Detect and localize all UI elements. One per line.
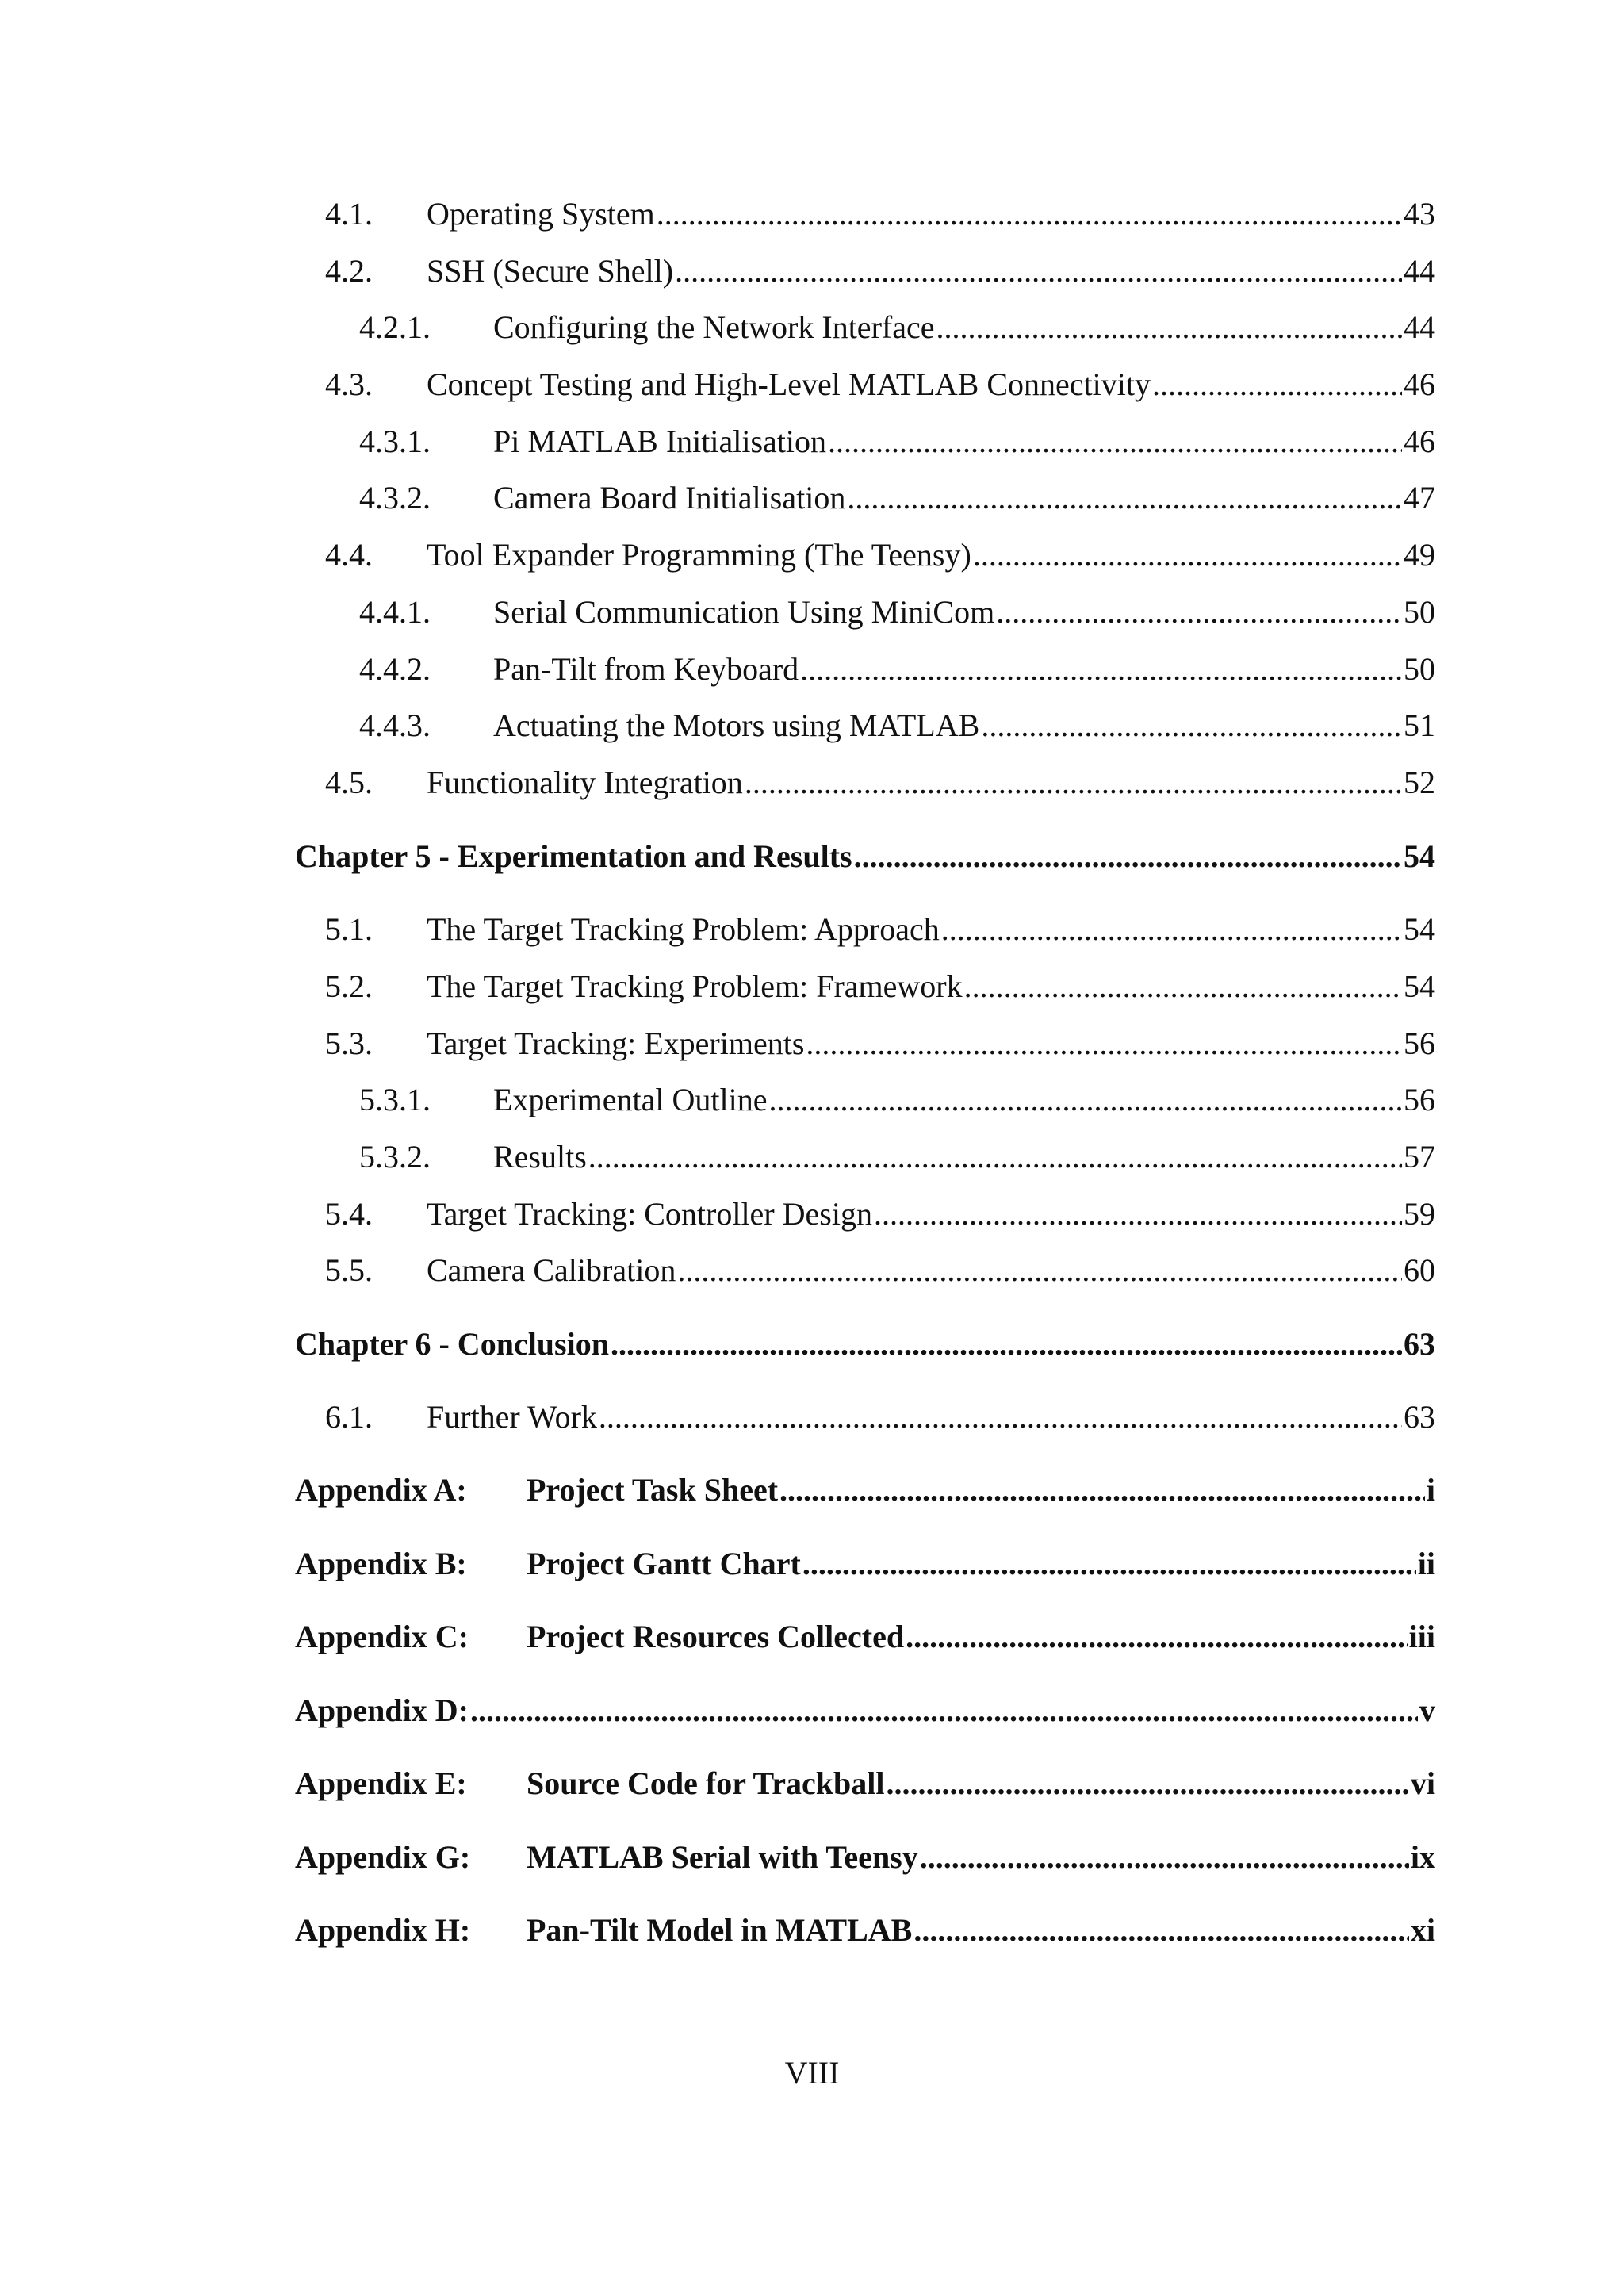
page-number-footer: VIII	[784, 2055, 840, 2091]
toc-entry-number: 6.1.	[325, 1399, 373, 1435]
toc-page-number: 46	[1404, 366, 1435, 402]
toc-dot-leader	[599, 1398, 1402, 1436]
toc-entry-title: The Target Tracking Problem: Approach	[427, 911, 940, 947]
toc-entry-4-4[interactable]	[325, 536, 1435, 574]
toc-page-number: 54	[1404, 968, 1435, 1004]
toc-appendix-label: Appendix B:	[295, 1546, 467, 1581]
toc-entry-number: 5.4.	[325, 1196, 373, 1232]
toc-appendix-label: Appendix H:	[295, 1912, 471, 1948]
toc-appendix-label: Appendix G:	[295, 1839, 471, 1875]
toc-page-number: 47	[1404, 480, 1435, 516]
toc-dot-leader	[973, 536, 1402, 574]
toc-page-number: 59	[1404, 1196, 1435, 1232]
toc-page-number: ii	[1417, 1546, 1435, 1581]
toc-entry-number: 4.3.2.	[359, 480, 431, 516]
toc-dot-leader	[936, 309, 1402, 347]
toc-entry-title: Camera Calibration	[427, 1252, 676, 1288]
toc-entry-number: 4.2.1.	[359, 309, 431, 345]
toc-page-number: 44	[1404, 253, 1435, 289]
toc-appendix-a[interactable]	[295, 1471, 1435, 1509]
toc-entry-title: Chapter 6 - Conclusion	[295, 1326, 609, 1362]
toc-entry-number: 4.3.	[325, 366, 373, 402]
toc-entry-5-3[interactable]	[325, 1025, 1435, 1063]
toc-entry-4-2[interactable]	[325, 252, 1435, 290]
toc-entry-title: Pi MATLAB Initialisation	[493, 424, 826, 459]
toc-appendix-b[interactable]	[295, 1545, 1435, 1583]
toc-dot-leader	[470, 1692, 1418, 1730]
toc-dot-leader	[611, 1325, 1402, 1363]
toc-entry-number: 5.3.	[325, 1025, 373, 1061]
toc-entry-6-1[interactable]	[325, 1398, 1435, 1436]
toc-page-number: i	[1426, 1472, 1435, 1508]
toc-page-number: v	[1419, 1692, 1435, 1728]
toc-entry-number: 4.1.	[325, 196, 373, 232]
toc-entry-4-3-2[interactable]	[359, 479, 1435, 517]
toc-dot-leader	[854, 838, 1402, 876]
toc-entry-title: Operating System	[427, 196, 655, 232]
toc-dot-leader	[847, 479, 1402, 517]
toc-entry-title: Configuring the Network Interface	[493, 309, 935, 345]
toc-entry-title: Chapter 5 - Experimentation and Results	[295, 838, 852, 874]
toc-entry-4-3-1[interactable]	[359, 423, 1435, 461]
toc-page-number: 63	[1404, 1326, 1435, 1362]
toc-entry-4-4-2[interactable]	[359, 650, 1435, 688]
toc-entry-number: 5.1.	[325, 911, 373, 947]
toc-page-number: 46	[1404, 424, 1435, 459]
toc-dot-leader	[677, 1251, 1402, 1290]
toc-page-number: 49	[1404, 537, 1435, 573]
toc-entry-number: 5.2.	[325, 968, 373, 1004]
toc-page-number: 51	[1404, 707, 1435, 743]
toc-dot-leader	[964, 968, 1402, 1006]
toc-dot-leader	[996, 593, 1402, 631]
toc-entry-number: 4.4.2.	[359, 651, 431, 687]
toc-chapter-5[interactable]	[295, 838, 1435, 876]
toc-page-number: 56	[1404, 1025, 1435, 1061]
toc-entry-title: Project Resources Collected	[527, 1619, 905, 1654]
toc-entry-title: Target Tracking: Controller Design	[427, 1196, 872, 1232]
toc-page-number: 57	[1404, 1139, 1435, 1175]
toc-page-number: 56	[1404, 1082, 1435, 1117]
toc-page-number: ix	[1410, 1839, 1435, 1875]
toc-page-number: xi	[1410, 1912, 1435, 1948]
toc-entry-4-3[interactable]	[325, 366, 1435, 404]
toc-entry-4-4-1[interactable]	[359, 593, 1435, 631]
toc-appendix-label: Appendix E:	[295, 1765, 467, 1801]
toc-entry-title: Functionality Integration	[427, 765, 743, 800]
toc-entry-title: Source Code for Trackball	[527, 1765, 885, 1801]
toc-dot-leader	[920, 1838, 1409, 1876]
toc-dot-leader	[914, 1911, 1409, 1949]
toc-entry-5-4[interactable]	[325, 1195, 1435, 1233]
toc-appendix-label: Appendix C:	[295, 1619, 469, 1654]
toc-appendix-e[interactable]	[295, 1765, 1435, 1803]
toc-page-number: 54	[1404, 911, 1435, 947]
toc-entry-number: 4.2.	[325, 253, 373, 289]
toc-dot-leader	[779, 1471, 1425, 1509]
toc-entry-number: 4.4.	[325, 537, 373, 573]
toc-entry-4-4-3[interactable]	[359, 707, 1435, 745]
toc-entry-5-3-2[interactable]	[359, 1138, 1435, 1176]
toc-dot-leader	[745, 764, 1402, 802]
toc-chapter-6[interactable]	[295, 1325, 1435, 1363]
toc-dot-leader	[886, 1765, 1408, 1803]
toc-entry-5-1[interactable]	[325, 910, 1435, 949]
toc-dot-leader	[941, 910, 1402, 949]
toc-entry-number: 5.3.2.	[359, 1139, 431, 1175]
toc-entry-title: MATLAB Serial with Teensy	[527, 1839, 918, 1875]
toc-dot-leader	[675, 252, 1402, 290]
toc-entry-title: Experimental Outline	[493, 1082, 768, 1117]
toc-dot-leader	[768, 1081, 1402, 1119]
toc-entry-4-1[interactable]	[325, 195, 1435, 233]
toc-appendix-g[interactable]	[295, 1838, 1435, 1876]
toc-page-number: 52	[1404, 765, 1435, 800]
toc-appendix-h[interactable]	[295, 1911, 1435, 1949]
toc-entry-number: 4.5.	[325, 765, 373, 800]
toc-page-number: 44	[1404, 309, 1435, 345]
toc-appendix-d[interactable]	[295, 1692, 1435, 1730]
toc-entry-number: 4.4.3.	[359, 707, 431, 743]
toc-entry-title: Target Tracking: Experiments	[427, 1025, 805, 1061]
toc-entry-title: Project Task Sheet	[527, 1472, 779, 1508]
toc-page-number: 50	[1404, 594, 1435, 630]
toc-entry-number: 5.3.1.	[359, 1082, 431, 1117]
toc-entry-title: The Target Tracking Problem: Framework	[427, 968, 963, 1004]
toc-page-number: 60	[1404, 1252, 1435, 1288]
toc-dot-leader	[802, 1545, 1416, 1583]
toc-entry-title: Concept Testing and High-Level MATLAB Connectivity	[427, 366, 1151, 402]
toc-dot-leader	[806, 1025, 1402, 1063]
toc-entry-5-5[interactable]	[325, 1251, 1435, 1290]
toc-entry-4-5[interactable]	[325, 764, 1435, 802]
toc-dot-leader	[1152, 366, 1402, 404]
toc-page-number: 54	[1404, 838, 1435, 874]
toc-entry-title: Serial Communication Using MiniCom	[493, 594, 995, 630]
toc-dot-leader	[828, 423, 1402, 461]
toc-page-number: 63	[1404, 1399, 1435, 1435]
toc-entry-title: Pan-Tilt Model in MATLAB	[527, 1912, 913, 1948]
toc-entry-number: 5.5.	[325, 1252, 373, 1288]
toc-entry-title: Tool Expander Programming (The Teensy)	[427, 537, 971, 573]
toc-entry-title: Further Work	[427, 1399, 597, 1435]
toc-entry-title: Actuating the Motors using MATLAB	[493, 707, 980, 743]
toc-entry-title: Results	[493, 1139, 587, 1175]
toc-dot-leader	[800, 650, 1402, 688]
toc-dot-leader	[588, 1138, 1402, 1176]
toc-dot-leader	[657, 195, 1402, 233]
toc-page-number: 50	[1404, 651, 1435, 687]
toc-dot-leader	[906, 1618, 1408, 1656]
toc-page-number: vi	[1410, 1765, 1435, 1801]
toc-entry-title: SSH (Secure Shell)	[427, 253, 674, 289]
toc-entry-4-2-1[interactable]	[359, 309, 1435, 347]
toc-page-number: iii	[1408, 1619, 1435, 1654]
toc-entry-5-3-1[interactable]	[359, 1081, 1435, 1119]
toc-appendix-label: Appendix A:	[295, 1472, 467, 1508]
toc-entry-5-2[interactable]	[325, 968, 1435, 1006]
toc-entry-number: 4.4.1.	[359, 594, 431, 630]
toc-dot-leader	[874, 1195, 1402, 1233]
toc-page-number: 43	[1404, 196, 1435, 232]
toc-entry-title: Project Gantt Chart	[527, 1546, 801, 1581]
toc-appendix-c[interactable]	[295, 1618, 1435, 1656]
toc-entry-title: Camera Board Initialisation	[493, 480, 846, 516]
toc-dot-leader	[981, 707, 1402, 745]
toc-entry-number: 4.3.1.	[359, 424, 431, 459]
toc-entry-title: Appendix D:	[295, 1692, 469, 1728]
toc-entry-title: Pan-Tilt from Keyboard	[493, 651, 799, 687]
